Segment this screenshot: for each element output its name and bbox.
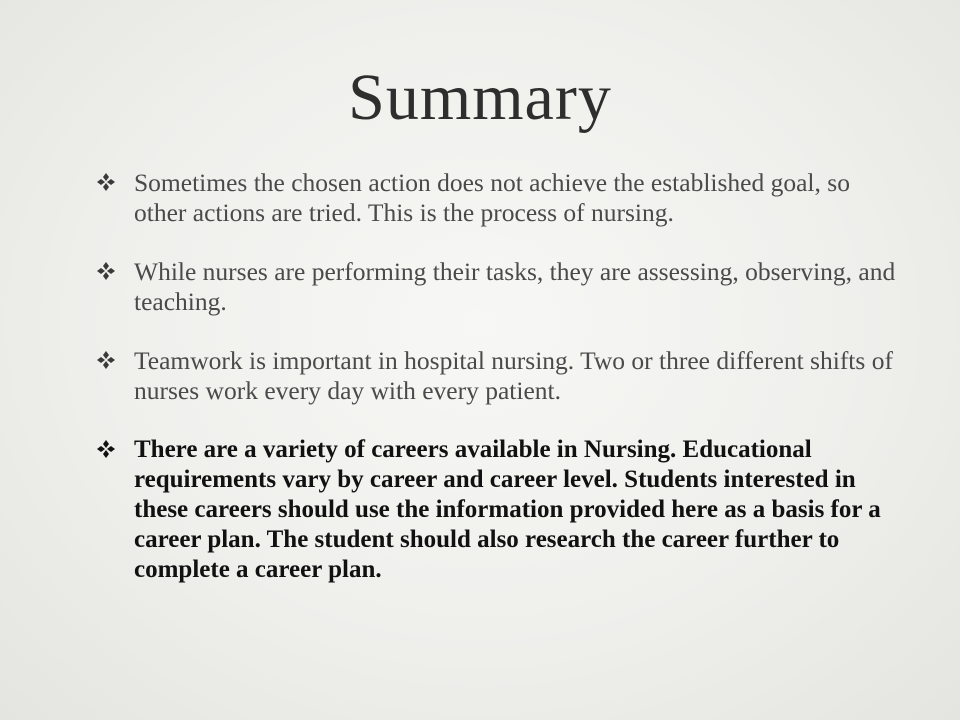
bullet-item	[96, 257, 896, 317]
bullet-item	[96, 346, 896, 406]
bullet-list	[96, 168, 896, 614]
bullet-text: Sometimes the chosen action does not achieve the established goal, so other actions are tried. This is the process of nursing.	[134, 168, 850, 227]
bullet-item-emphasis	[96, 435, 896, 585]
slide-title: Summary	[348, 61, 612, 134]
four-diamond-bullet-icon	[96, 261, 116, 281]
four-diamond-bullet-icon	[96, 350, 116, 370]
four-diamond-bullet-icon	[96, 172, 116, 192]
four-diamond-bullet-icon	[96, 439, 116, 459]
bullet-text: There are a variety of careers available in Nursing. Educational requirements vary by career and career level. Students interested in these careers should use the information provided here as a basis for a career plan. The student should also research the career further to complete a career plan.	[134, 436, 881, 583]
bullet-text: Teamwork is important in hospital nursing. Two or three different shifts of nurses work every day with every patient.	[134, 346, 893, 405]
bullet-text: While nurses are performing their tasks, they are assessing, observing, and teaching.	[134, 257, 896, 316]
bullet-item	[96, 168, 896, 228]
